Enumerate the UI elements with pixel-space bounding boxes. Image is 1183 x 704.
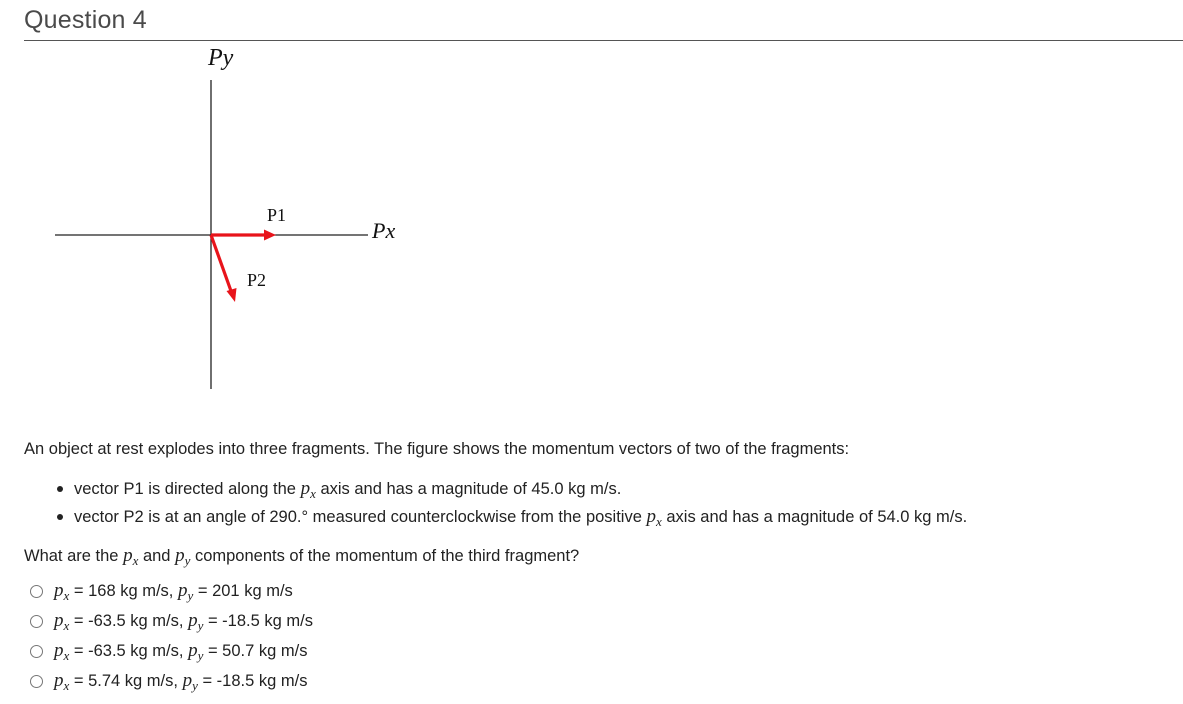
radio-button[interactable] [30, 645, 43, 658]
vector-p2-label: P2 [247, 270, 267, 290]
vector-p1-label: P1 [267, 205, 287, 225]
radio-button[interactable] [30, 615, 43, 628]
problem-intro: An object at rest explodes into three fragments. The figure shows the momentum vectors of two of the fragments: [24, 440, 850, 458]
momentum-symbol: $p_x$ [123, 545, 139, 568]
vector-p2-shaft [211, 235, 231, 291]
answer-option[interactable] [30, 576, 313, 606]
vector-p1 [211, 230, 276, 241]
momentum-symbol: $p_y$ [175, 545, 191, 568]
bullet-text: axis and has a magnitude of 45.0 kg m/s. [320, 480, 622, 498]
momentum-symbol: $p_x$ [646, 506, 662, 529]
answer-text: $p_x = -63.5$ kg m/s, $p_y = 50.7$ kg m/s [54, 640, 308, 663]
list-item [74, 478, 967, 506]
answer-option[interactable] [30, 606, 313, 636]
momentum-symbol: $p_x$ [300, 478, 316, 501]
bullet-text: axis and has a magnitude of 54.0 kg m/s. [666, 508, 968, 526]
answer-option[interactable] [30, 636, 313, 666]
answer-option[interactable] [30, 666, 313, 696]
radio-button[interactable] [30, 675, 43, 688]
vector-p2 [211, 235, 237, 302]
answer-text: $p_x = -63.5$ kg m/s, $p_y = -18.5$ kg m/s [54, 610, 313, 633]
question-title: Question 4 [24, 6, 147, 34]
question-prompt: What are the $p_x$ and $p_y$ components of the momentum of the third fragment? [24, 545, 580, 568]
bullet-text: vector P2 is at an angle of 290.° measured counterclockwise from the positive [74, 508, 642, 526]
vector-description-list [24, 478, 967, 534]
radio-button[interactable] [30, 585, 43, 598]
answer-options [30, 576, 313, 696]
answer-text: $p_x = 168$ kg m/s, $p_y = 201$ kg m/s [54, 580, 293, 603]
bullet-text: vector P1 is directed along the [74, 480, 296, 498]
vector-p2-head [227, 288, 237, 302]
y-axis-label: Py [208, 45, 234, 71]
list-item [74, 506, 967, 534]
vector-p1-head [264, 230, 276, 241]
x-axis-label: Px [372, 218, 396, 243]
answer-text: $p_x = 5.74$ kg m/s, $p_y = -18.5$ kg m/s [54, 670, 308, 693]
